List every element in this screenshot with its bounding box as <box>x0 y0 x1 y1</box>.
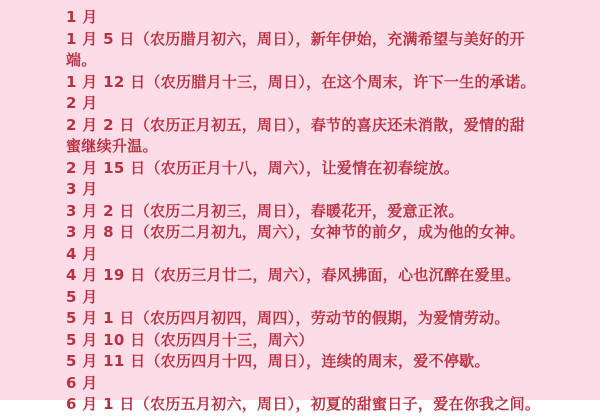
date-entry: 5 月 11 日（农历四月十四，周日），连续的周末，爱不停歇。 <box>66 352 490 370</box>
month-heading: 5 月 <box>66 287 98 306</box>
date-entry-continuation: 端。 <box>66 51 97 69</box>
date-entry: 4 月 19 日（农历三月廿二，周六），春风拂面，心也沉醉在爱里。 <box>66 266 521 284</box>
date-entry: 1 月 5 日（农历腊月初六，周日），新年伊始，充满希望与美好的开 <box>66 29 525 48</box>
date-entry: 2 月 15 日（农历正月十八，周六），让爱情在初春绽放。 <box>66 158 460 177</box>
month-heading: 6 月 <box>66 373 98 392</box>
month-heading: 2 月 <box>66 94 98 112</box>
date-entry: 5 月 1 日（农历四月初四，周四），劳动节的假期，为爱情劳动。 <box>66 309 510 327</box>
month-heading: 1 月 <box>66 8 98 26</box>
month-heading: 3 月 <box>66 180 98 198</box>
date-entry: 5 月 10 日（农历四月十三，周六） <box>66 330 314 349</box>
date-entry: 2 月 2 日（农历正月初五，周日），春节的喜庆还未消散，爱情的甜 <box>66 115 525 134</box>
month-heading: 4 月 <box>66 244 98 263</box>
date-entry: 3 月 2 日（农历二月初三，周日），春暖花开，爱意正浓。 <box>66 201 464 220</box>
date-entry: 1 月 12 日（农历腊月十三，周日），在这个周末，许下一生的承诺。 <box>66 72 536 91</box>
date-entry: 3 月 8 日（农历二月初九，周六），女神节的前夕，成为他的女神。 <box>66 223 525 241</box>
date-entry-clipped: 6 月 1 日（农历五月初六，周日），初夏的甜蜜日子，爱在你我之间。 <box>66 395 541 413</box>
date-entry-continuation: 蜜继续升温。 <box>66 137 158 155</box>
